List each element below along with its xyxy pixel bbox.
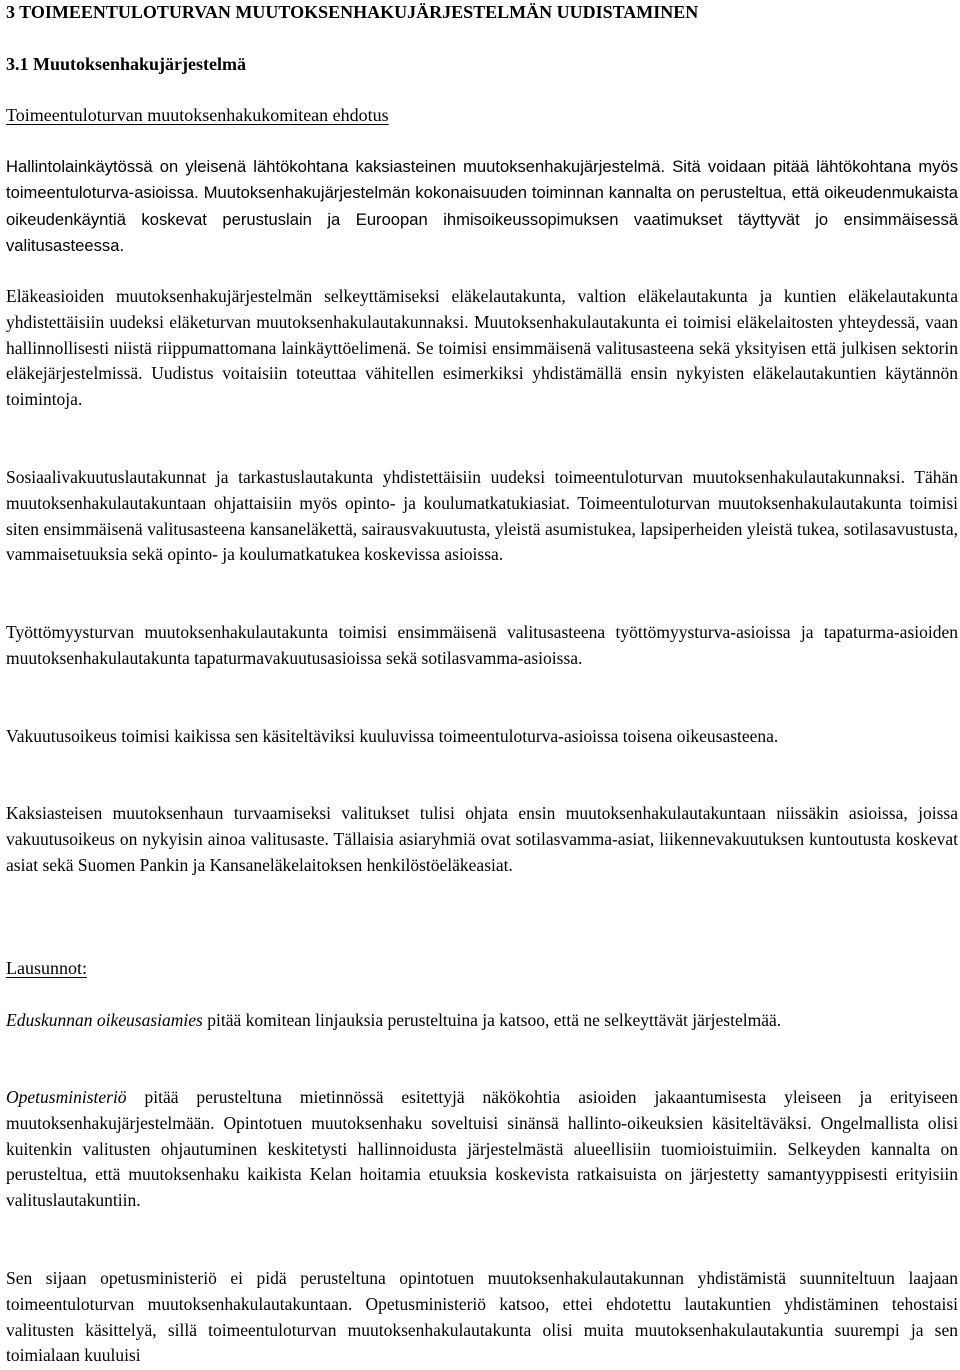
statement-education-ministry-subject: Opetusministeriö (6, 1087, 127, 1107)
paragraph-two-tier-safeguard: Kaksiasteisen muutoksenhaun turvaamiseksi valitukset tulisi ohjata ensin muutoksenhakulautakuntaan niissäkin asioissa, joissa vakuutusoikeus on nykyisin ainoa valitusaste. Tällaisia asiaryhmiä ovat sotilasvamma-asiat, liikennevakuutuksen kuntoutusta koskevat asiat sekä Suomen Pankin ja Kansaneläkelaitoksen henkilöstöeläkeasiat. (6, 803, 958, 875)
paragraph-insurance-court: Vakuutusoikeus toimisi kaikissa sen käsiteltäviksi kuuluvissa toimeentuloturva-asioissa toisena oikeusasteena. (6, 726, 779, 746)
statement-ombudsman-subject: Eduskunnan oikeusasiamies (6, 1010, 203, 1030)
statement-education-ministry (6, 1085, 958, 1214)
statement-ombudsman (6, 1008, 958, 1034)
statement-education-ministry-continued: Sen sijaan opetusministeriö ei pidä perusteltuna opintotuen muutoksenhakulautakunnan yhdistämistä suunniteltuun laajaan toimeentuloturvan muutoksenhakulautakuntaan. Opetusministeriö katsoo, ettei ehdotettu lautakuntien yhdistäminen tehostaisi valitusten käsittelyä, sillä toimeentuloturvan muutoksenhakulautakunta olisi muita muutoksenhakulautakuntia suurempi ja sen toimialaan kuuluisi (6, 1268, 958, 1366)
chapter-heading: 3 TOIMEENTULOTURVAN MUUTOKSENHAKUJÄRJESTELMÄN UUDISTAMINEN (6, 2, 699, 22)
statements-heading: Lausunnot: (6, 958, 87, 978)
paragraph-two-tier-appeal: Hallintolainkäytössä on yleisenä lähtökohtana kaksiasteinen muutoksenhakujärjestelmä. Sitä voidaan pitää lähtökohtana myös toimeentuloturva-asioissa. Muutoksenhakujärjestelmän kokonaisuuden toiminnan kannalta on perusteltua, että oikeudenmukaista oikeudenkäyntiä koskevat perustuslain ja Euroopan ihmisoikeussopimuksen vaatimukset täyttyvät jo ensimmäisessä valitusasteessa. (6, 157, 958, 256)
paragraph-social-insurance-boards: Sosiaalivakuutuslautakunnat ja tarkastuslautakunta yhdistettäisiin uudeksi toimeentuloturvan muutoksenhakulautakunnaksi. Tähän muutoksenhakulautakuntaan ohjattaisiin myös opinto- ja koulumatkatukiasiat. Toimeentuloturvan muutoksenhakulautakunta toimisi siten ensimmäisenä valitusasteena kansaneläkettä, sairausvakuutusta, yleistä asumistukea, lapsiperheiden yleistä tukea, sotilasavustusta, vammaisetuuksia sekä opinto- ja koulumatkatukea koskevissa asioissa. (6, 467, 958, 565)
paragraph-pension-appeals: Eläkeasioiden muutoksenhakujärjestelmän selkeyttämiseksi eläkelautakunta, valtion eläkelautakunta ja kuntien eläkelautakunta yhdistettäisiin uudeksi eläketurvan muutoksenhakulautakunnaksi. Muutoksenhakulautakunta ei toimisi eläkelaitosten yhteydessä, vaan hallinnollisesti niistä riippumattomana lainkäyttöelimenä. Se toimisi ensimmäisenä valitusasteena sekä yksityisen että julkisen sektorin eläkejärjestelmissä. Uudistus voitaisiin toteuttaa vähitellen esimerkiksi yhdistämällä ensin nykyisten eläkelautakuntien käytännön toimintoja. (6, 286, 958, 410)
paragraph-unemployment-accident: Työttömyysturvan muutoksenhakulautakunta toimisi ensimmäisenä valitusasteena työttömyysturva-asioissa ja tapaturma-asioiden muutoksenhakulautakunta tapaturmavakuutusasioissa sekä sotilasvamma-asioissa. (6, 622, 958, 668)
subsection-heading: Toimeentuloturvan muutoksenhakukomitean ehdotus (6, 105, 389, 125)
statement-education-ministry-text: pitää perusteltuna mietinnössä esitettyjä näkökohtia asioiden jakaantumisesta yleiseen ja erityiseen muutoksenhakujärjestelmään. Opintotuen muutoksenhaku soveltuisi sinänsä hallinto-oikeuksien käsiteltäväksi. Ongelmallista olisi kuitenkin valitusten ohjautuminen keskitetysti hallinnoidusta järjestelmästä alueellisiin tuomioistuimiin. Selkeyden kannalta on perusteltua, että muutoksenhaku kaikista Kelan hoitamia etuuksia koskevista ratkaisuista on järjestetty samantyyppisesti erityisiin valituslautakuntiin. (6, 1087, 958, 1211)
statement-ombudsman-text: pitää komitean linjauksia perusteltuina ja katsoo, että ne selkeyttävät järjestelmää. (202, 1010, 782, 1030)
section-heading: 3.1 Muutoksenhakujärjestelmä (6, 54, 247, 74)
